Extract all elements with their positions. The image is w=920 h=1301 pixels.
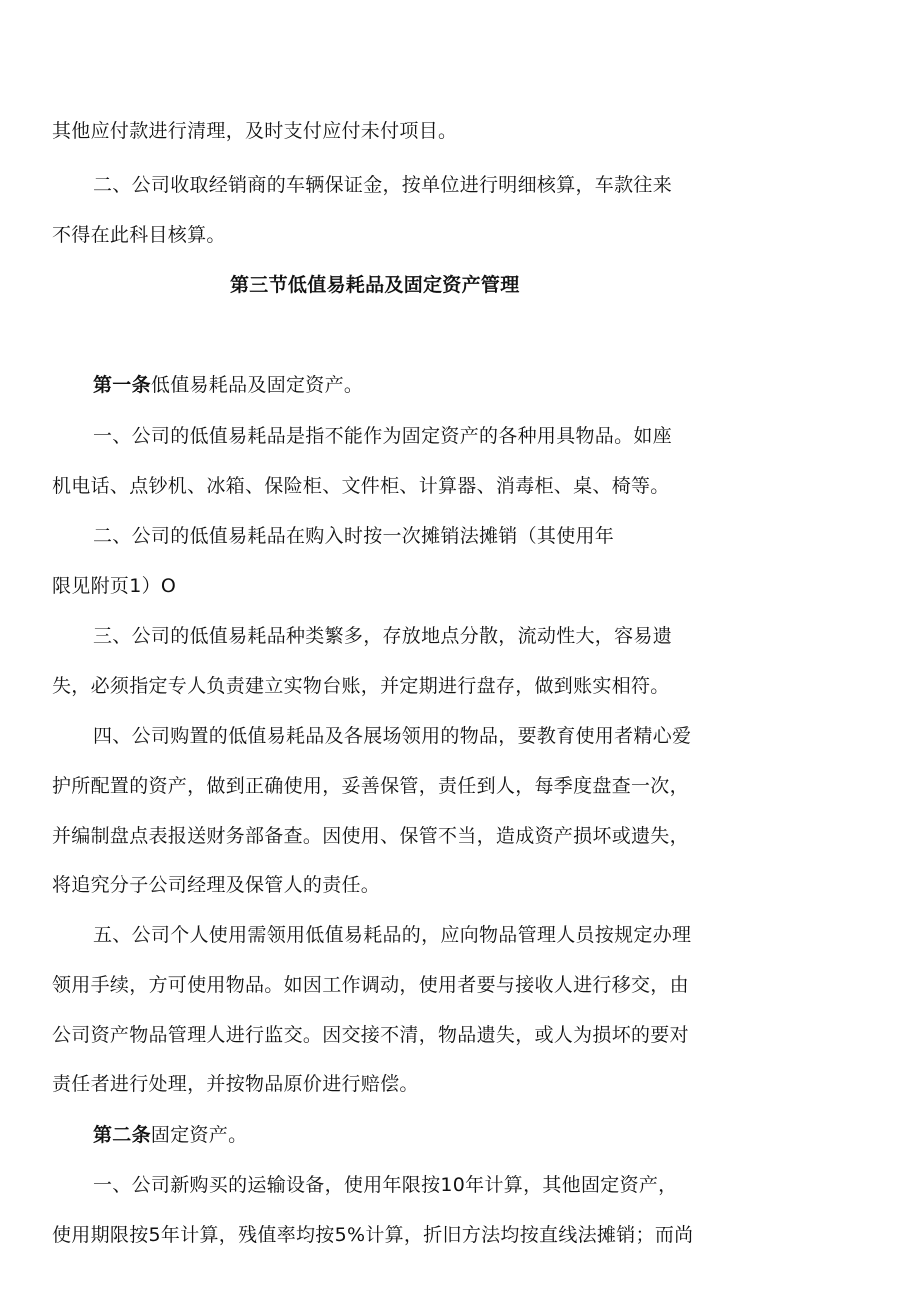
article-label: 第一条 <box>93 374 151 396</box>
paragraph-line: 失，必须指定专人负责建立实物台账，并定期进行盘存，做到账实相符。 <box>52 675 670 697</box>
article-title: 固定资产。 <box>150 1124 248 1146</box>
paragraph-line: 一、公司新购买的运输设备，使用年限按10年计算，其他固定资产， <box>93 1174 678 1196</box>
paragraph-line: 使用期限按5年计算，残值率均按5%计算，折旧方法均按直线法摊销；而尚 <box>52 1224 694 1246</box>
paragraph-line: 责任者进行处理，并按物品原价进行赔偿。 <box>52 1073 419 1095</box>
paragraph-line: 机电话、点钞机、冰箱、保险柜、文件柜、计算器、消毒柜、桌、椅等。 <box>52 475 670 497</box>
paragraph-line: 四、公司购置的低值易耗品及各展场领用的物品，要教育使用者精心爱 <box>93 725 692 747</box>
paragraph-line: 其他应付款进行清理，及时支付应付未付项目。 <box>52 120 458 142</box>
paragraph-line: 限见附页1）O <box>52 575 177 597</box>
section-title: 第三节低值易耗品及固定资产管理 <box>230 274 520 296</box>
paragraph-line: 五、公司个人使用需领用低值易耗品的，应向物品管理人员按规定办理 <box>93 924 692 946</box>
article-title: 低值易耗品及固定资产。 <box>150 374 364 396</box>
article-heading <box>93 373 363 397</box>
article-heading <box>93 1123 247 1147</box>
paragraph-line: 二、公司收取经销商的车辆保证金，按单位进行明细核算，车款往来 <box>93 174 673 196</box>
paragraph-line: 领用手续，方可使用物品。如因工作调动，使用者要与接收人进行移交，由 <box>52 974 689 996</box>
paragraph-line: 不得在此科目核算。 <box>52 224 226 246</box>
paragraph-line: 二、公司的低值易耗品在购入时按一次摊销法摊销（其使用年 <box>93 525 615 547</box>
paragraph-line: 公司资产物品管理人进行监交。因交接不清，物品遗失，或人为损坏的要对 <box>52 1024 689 1046</box>
paragraph-line: 并编制盘点表报送财务部备查。因使用、保管不当，造成资产损坏或遗失， <box>52 825 689 847</box>
paragraph-line: 一、公司的低值易耗品是指不能作为固定资产的各种用具物品。如座 <box>93 425 673 447</box>
paragraph-line: 护所配置的资产，做到正确使用，妥善保管，责任到人，每季度盘查一次， <box>52 775 689 797</box>
paragraph-line: 将追究分子公司经理及保管人的责任。 <box>52 874 381 896</box>
paragraph-line: 三、公司的低值易耗品种类繁多，存放地点分散，流动性大，容易遗 <box>93 625 673 647</box>
article-label: 第二条 <box>93 1124 151 1146</box>
